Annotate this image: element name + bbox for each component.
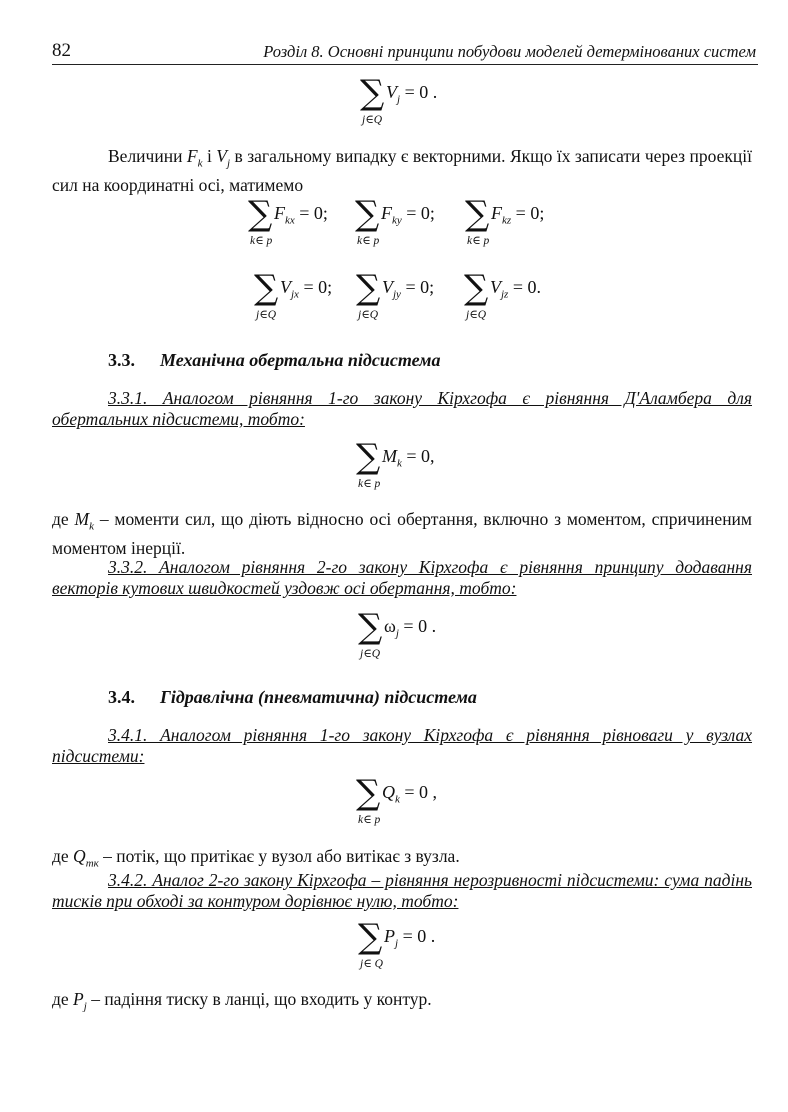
sum-index: k∈ p (250, 235, 273, 247)
formula-term: $F_{kz} = 0$; (491, 203, 545, 227)
paragraph-pressure: де $P_j$ – падіння тиску в ланці, що входить у контур. (52, 989, 432, 1013)
sum-index: k∈ p (467, 235, 490, 247)
formula-sum-fkz (465, 194, 575, 247)
sigma-symbol: ∑ (464, 268, 489, 308)
paragraph-moments: де $M_k$ – моменти сил, що діють відносно осі обертання, включно з моментом, спричиненим моментом інерції. (52, 509, 752, 558)
sum-index: j∈Q (360, 648, 381, 660)
formula-sum-fky (355, 194, 465, 247)
formula-sum-qk (356, 773, 466, 826)
formula-term: $F_{ky} = 0$; (381, 203, 435, 227)
page-number: 82 (52, 40, 71, 61)
sigma-symbol: ∑ (356, 773, 381, 813)
formula-sum-vjx (254, 268, 364, 321)
section-heading-3-3: 3.3. Механічна обертальна підсистема (108, 350, 441, 370)
sigma-symbol: ∑ (355, 194, 380, 234)
sigma-symbol: ∑ (254, 268, 279, 308)
sigma-symbol: ∑ (358, 607, 383, 647)
sum-index: j∈Q (256, 309, 277, 321)
paragraph-3-4-2: 3.4.2. Аналог 2-го закону Кірхгофа – рівняння нерозривності підсистеми: сума падінь тисків при обході за контуром дорівнює нулю, тобто: (52, 870, 752, 911)
formula-term: $M_k = 0$, (382, 446, 435, 470)
paragraph-vectors: Величини $F_k$ і $V_j$ в загальному випадку є векторними. Якщо їх записати через проекції сил на координатні осі, матимемо (52, 146, 752, 195)
formula-sum-pj (358, 917, 468, 970)
formula-term: $V_{jz} = 0$. (490, 277, 541, 301)
formula-sum-vjz (464, 268, 574, 321)
formula-term: $P_j = 0$ . (384, 926, 436, 950)
formula-term: $V_{jy} = 0$; (382, 277, 435, 301)
paragraph-3-3-1: 3.3.1. Аналогом рівняння 1-го закону Кірхгофа є рівняння Д'Аламбера для обертальних підсистеми, тобто: (52, 388, 752, 429)
formula-sum-vjy (356, 268, 466, 321)
paragraph-flow: де $Q_{mк}$ – потік, що притікає у вузол або витікає з вузла. (52, 846, 460, 870)
formula-sum-fkx (248, 194, 358, 247)
sum-index: j∈Q (362, 114, 383, 126)
sum-index: j∈Q (466, 309, 487, 321)
formula-term: $Q_k = 0$ , (382, 782, 438, 806)
sum-index: k∈ p (358, 814, 381, 826)
sum-index: k∈ p (358, 478, 381, 490)
running-title: Розділ 8. Основні принципи побудови моделей детермінованих систем (263, 42, 756, 61)
sigma-symbol: ∑ (360, 73, 385, 113)
formula-term: $F_{kx} = 0$; (274, 203, 328, 227)
sigma-symbol: ∑ (465, 194, 490, 234)
page-header (52, 38, 758, 65)
sigma-symbol: ∑ (356, 268, 381, 308)
sum-index: j∈Q (358, 309, 379, 321)
formula-term: $V_{jx} = 0$; (280, 277, 333, 301)
formula-sum-omega (358, 607, 468, 660)
sigma-symbol: ∑ (358, 917, 383, 957)
sum-index: j∈ Q (360, 958, 383, 970)
sum-index: k∈ p (357, 235, 380, 247)
formula-sum-v (360, 73, 480, 126)
paragraph-3-4-1: 3.4.1. Аналогом рівняння 1-го закону Кірхгофа є рівняння рівноваги у вузлах підсистеми: (52, 725, 752, 766)
sigma-symbol: ∑ (356, 437, 381, 477)
formula-term: $\omega_j = 0$ . (384, 616, 437, 640)
paragraph-3-3-2: 3.3.2. Аналогом рівняння 2-го закону Кірхгофа є рівняння принципу додавання векторів кутових швидкостей уздовж осі обертання, тобто: (52, 557, 752, 598)
sigma-symbol: ∑ (248, 194, 273, 234)
formula-sum-mk (356, 437, 466, 490)
formula-term: $V_j = 0$ . (386, 82, 438, 106)
section-heading-3-4: 3.4. Гідравлічна (пневматична) підсистема (108, 687, 477, 707)
